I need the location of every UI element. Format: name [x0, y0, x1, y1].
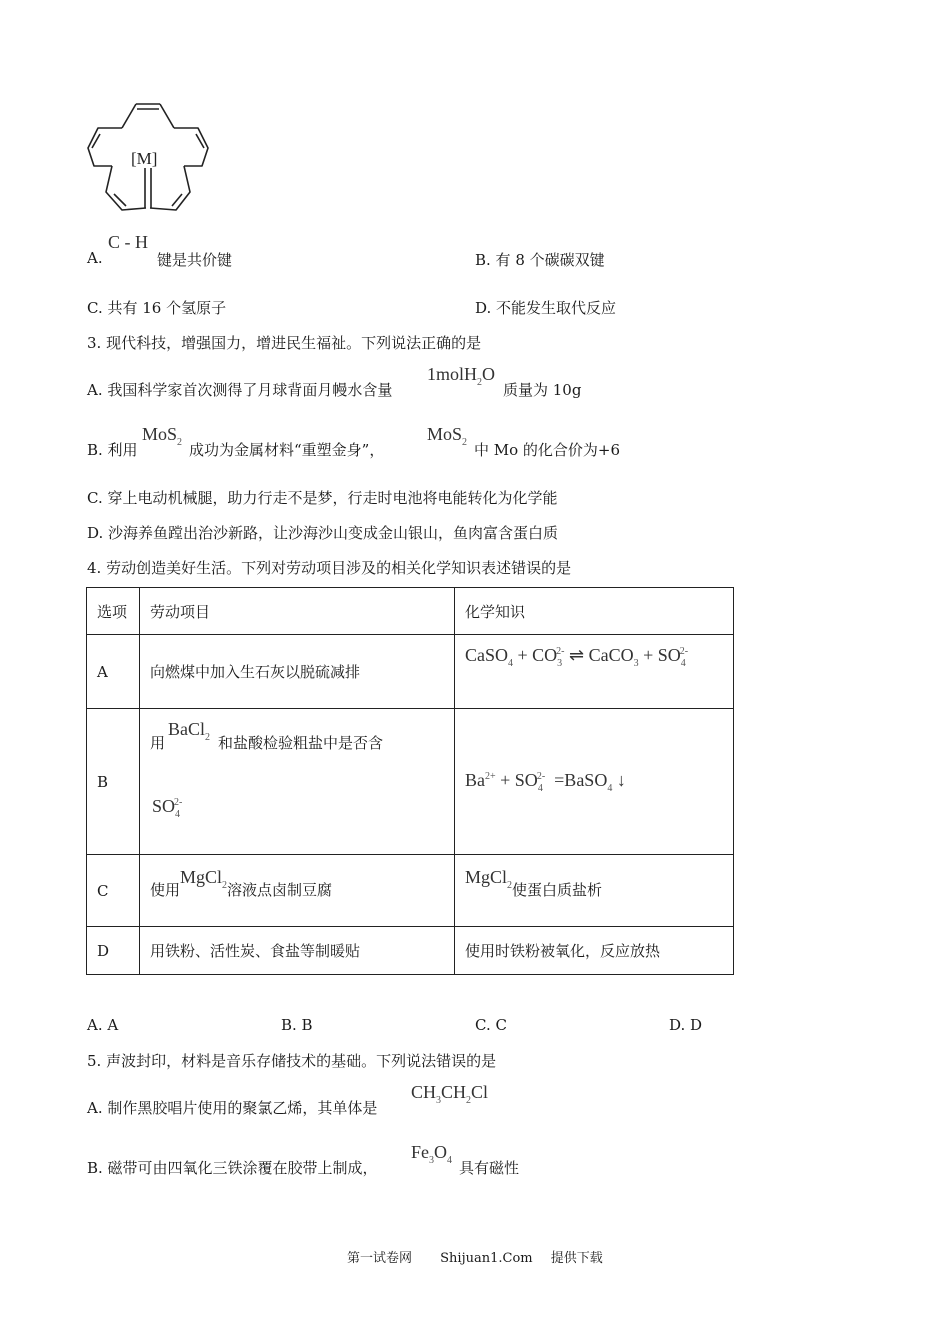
metal-label: [M] — [131, 149, 158, 168]
option-a-formula: C - H — [108, 232, 148, 252]
table-row — [87, 635, 734, 709]
row-c-task: 使用MgCl$_2$溶液点卤制豆腐 — [140, 855, 455, 927]
q4-answer-a: A. A — [87, 1016, 119, 1034]
footer-note: 提供下载 — [550, 1251, 603, 1266]
question-3-stem: 3. 现代科技，增强国力，增进民生福祉。下列说法正确的是 — [87, 334, 482, 352]
question-4-stem: 4. 劳动创造美好生活。下列对劳动项目涉及的相关化学知识表述错误的是 — [87, 559, 572, 577]
table-row — [87, 709, 734, 855]
footer — [347, 1247, 603, 1266]
metal-complex-structure — [84, 96, 214, 218]
row-b-knowledge: $Ba^{2+} + SO_4^{2-}$ =BaSO$_4$ ↓ — [455, 709, 734, 855]
row-b-task: 用 BaCl$_2$ 和盐酸检验粗盐中是否含 $SO_4^{2-}$ — [140, 709, 455, 855]
q5-option-b-suffix: 具有磁性 — [459, 1159, 520, 1177]
q4-answer-d: D. D — [669, 1016, 703, 1034]
q3-option-b-formula-1: MoS$_2$ — [142, 424, 183, 448]
q3-option-d: D. 沙海养鱼蹚出治沙新路，让沙海沙山变成金山银山，鱼肉富含蛋白质 — [87, 524, 559, 542]
q5-option-a-formula: $CH_3CH_2Cl$ — [411, 1082, 489, 1106]
option-d: D. 不能发生取代反应 — [475, 299, 617, 317]
q3-option-b-suffix: 中 Mo 的化合价为+6 — [474, 441, 621, 459]
footer-domain[interactable]: Shijuan1.Com — [440, 1251, 533, 1266]
option-c: C. 共有 16 个氢原子 — [87, 299, 227, 317]
row-d-option: D — [87, 927, 140, 975]
header-knowledge: 化学知识 — [455, 588, 734, 635]
row-d-task: 用铁粉、活性炭、食盐等制暖贴 — [140, 927, 455, 975]
q4-answer-b: B. B — [281, 1016, 313, 1034]
option-b: B. 有 8 个碳碳双键 — [475, 251, 605, 269]
option-a-label: A. — [87, 249, 103, 267]
header-option: 选项 — [87, 588, 140, 635]
q3-option-c: C. 穿上电动机械腿，助力行走不是梦，行走时电池将电能转化为化学能 — [87, 489, 558, 507]
q5-option-a-prefix: A. 制作黑胶唱片使用的聚氯乙烯，其单体是 — [87, 1099, 378, 1117]
q3-option-a-prefix: A. 我国科学家首次测得了月球背面月幔水含量 — [87, 381, 393, 399]
q4-answer-c: C. C — [475, 1016, 507, 1034]
q3-option-b-prefix: B. 利用 — [87, 441, 138, 459]
q5-option-b-formula: $Fe_3O_4$ — [411, 1142, 452, 1166]
q3-option-a-suffix: 质量为 10g — [503, 381, 582, 399]
table-header-row — [87, 588, 734, 635]
row-a-knowledge: CaSO$_4$ + $CO_3^{2-}$ ⇌ CaCO$_3$ + $SO_4^{2-}$ — [455, 635, 734, 709]
row-d-knowledge: 使用时铁粉被氧化，反应放热 — [455, 927, 734, 975]
q5-option-b-prefix: B. 磁带可由四氧化三铁涂覆在胶带上制成， — [87, 1159, 378, 1177]
row-b-option: B — [87, 709, 140, 855]
row-c-option: C — [87, 855, 140, 927]
row-a-task: 向燃煤中加入生石灰以脱硫减排 — [140, 635, 455, 709]
footer-site: 第一试卷网 — [347, 1251, 413, 1266]
option-a-text: 键是共价键 — [157, 251, 233, 269]
table-row — [87, 855, 734, 927]
q3-option-b-formula-2: MoS$_2$ — [427, 424, 468, 448]
q3-option-b-mid: 成功为金属材料“重塑金身”， — [189, 441, 385, 459]
table-row — [87, 927, 734, 975]
row-a-option: A — [87, 635, 140, 709]
q3-option-a-formula: 1molH$_2$O — [427, 364, 496, 388]
row-c-knowledge: MgCl$_2$使蛋白质盐析 — [455, 855, 734, 927]
question-5-stem: 5. 声波封印，材料是音乐存储技术的基础。下列说法错误的是 — [87, 1052, 497, 1070]
header-task: 劳动项目 — [140, 588, 455, 635]
labor-knowledge-table — [86, 587, 734, 975]
